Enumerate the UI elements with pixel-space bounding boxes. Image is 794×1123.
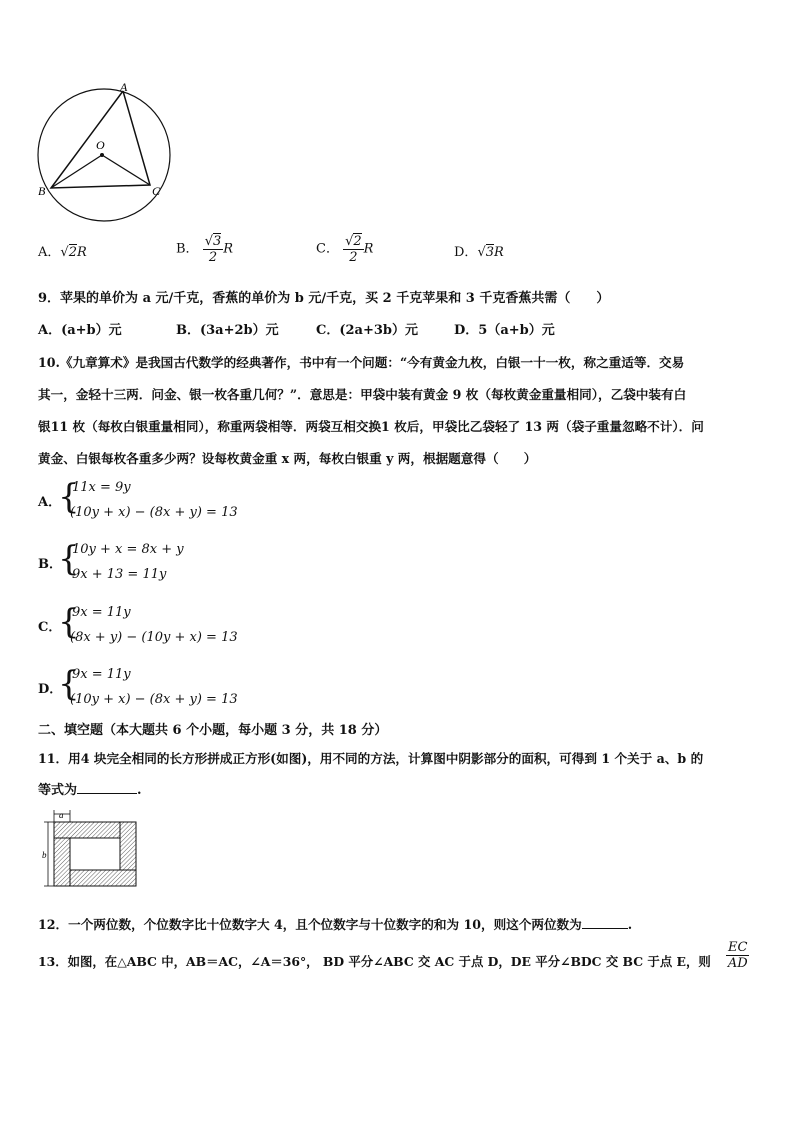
q8-option-d: D．√3R bbox=[454, 245, 504, 260]
q8-option-b: B． $\frac{√3}{2}$ R bbox=[176, 234, 234, 265]
label-A: A bbox=[120, 80, 128, 94]
q9-option-a: A．(a+b）元 bbox=[38, 323, 122, 338]
q9-option-d: D．5（a+b）元 bbox=[454, 323, 555, 338]
q13-fraction: $\frac{EC}{AD}$ bbox=[727, 940, 748, 971]
q8-option-a: A．√2R bbox=[38, 245, 87, 260]
q10-line-1: 10.《九章算术》是我国古代数学的经典著作，书中有一个问题：“今有黄金九枚，白银一十一枚，称之重适等．交易 bbox=[38, 355, 685, 370]
label-B: B bbox=[38, 184, 46, 198]
q10-line-4: 黄金、白银每枚各重多少两？设每枚黄金重 x 两，每枚白银重 y 两，根据题意得（ ） bbox=[38, 451, 537, 466]
q11-line-1: 11．用4 块完全相同的长方形拼成正方形(如图)，用不同的方法，计算图中阴影部分的面积，可得到 1 个关于 a、b 的 bbox=[38, 751, 704, 766]
q13-text: 13．如图，在△ABC 中，AB＝AC，∠A＝36°， BD 平分∠ABC 交 AC 于点 D，DE 平分∠BDC 交 BC 于点 E，则 bbox=[38, 954, 711, 969]
q11-line-2: 等式为 . bbox=[38, 783, 142, 798]
q10-line-3: 银11 枚（每枚白银重量相同），称重两袋相等．两袋互相交换1 枚后，甲袋比乙袋轻了 13 两（袋子重量忽略不计）．问 bbox=[38, 419, 704, 434]
q9-option-c: C．(2a+3b）元 bbox=[316, 323, 418, 338]
circle-triangle-figure bbox=[30, 75, 180, 225]
label-C: C bbox=[152, 184, 161, 198]
section-heading: 二、填空题（本大题共 6 个小题，每小题 3 分，共 18 分） bbox=[38, 723, 388, 738]
q9-stem: 9．苹果的单价为 a 元/千克，香蕉的单价为 b 元/千克，买 2 千克苹果和 3 千克香蕉共需（ ） bbox=[38, 291, 610, 306]
label-O: O bbox=[96, 138, 105, 152]
svg-text:b: b bbox=[42, 850, 47, 860]
q10-line-2: 其一，金轻十三两．问金、银一枚各重几何？”．意思是：甲袋中装有黄金 9 枚（每枚黄金重量相同），乙袋中装有白 bbox=[38, 387, 687, 402]
q9-option-b: B．(3a+2b）元 bbox=[176, 323, 279, 338]
svg-text:a: a bbox=[59, 810, 64, 820]
q8-option-c: C． $\frac{√2}{2}$ R bbox=[316, 234, 374, 265]
q12-text: 12．一个两位数，个位数字比十位数字大 4，且个位数字与十位数字的和为 10，则这个两位数为 . bbox=[38, 917, 633, 932]
square-rectangles-figure bbox=[36, 808, 140, 888]
